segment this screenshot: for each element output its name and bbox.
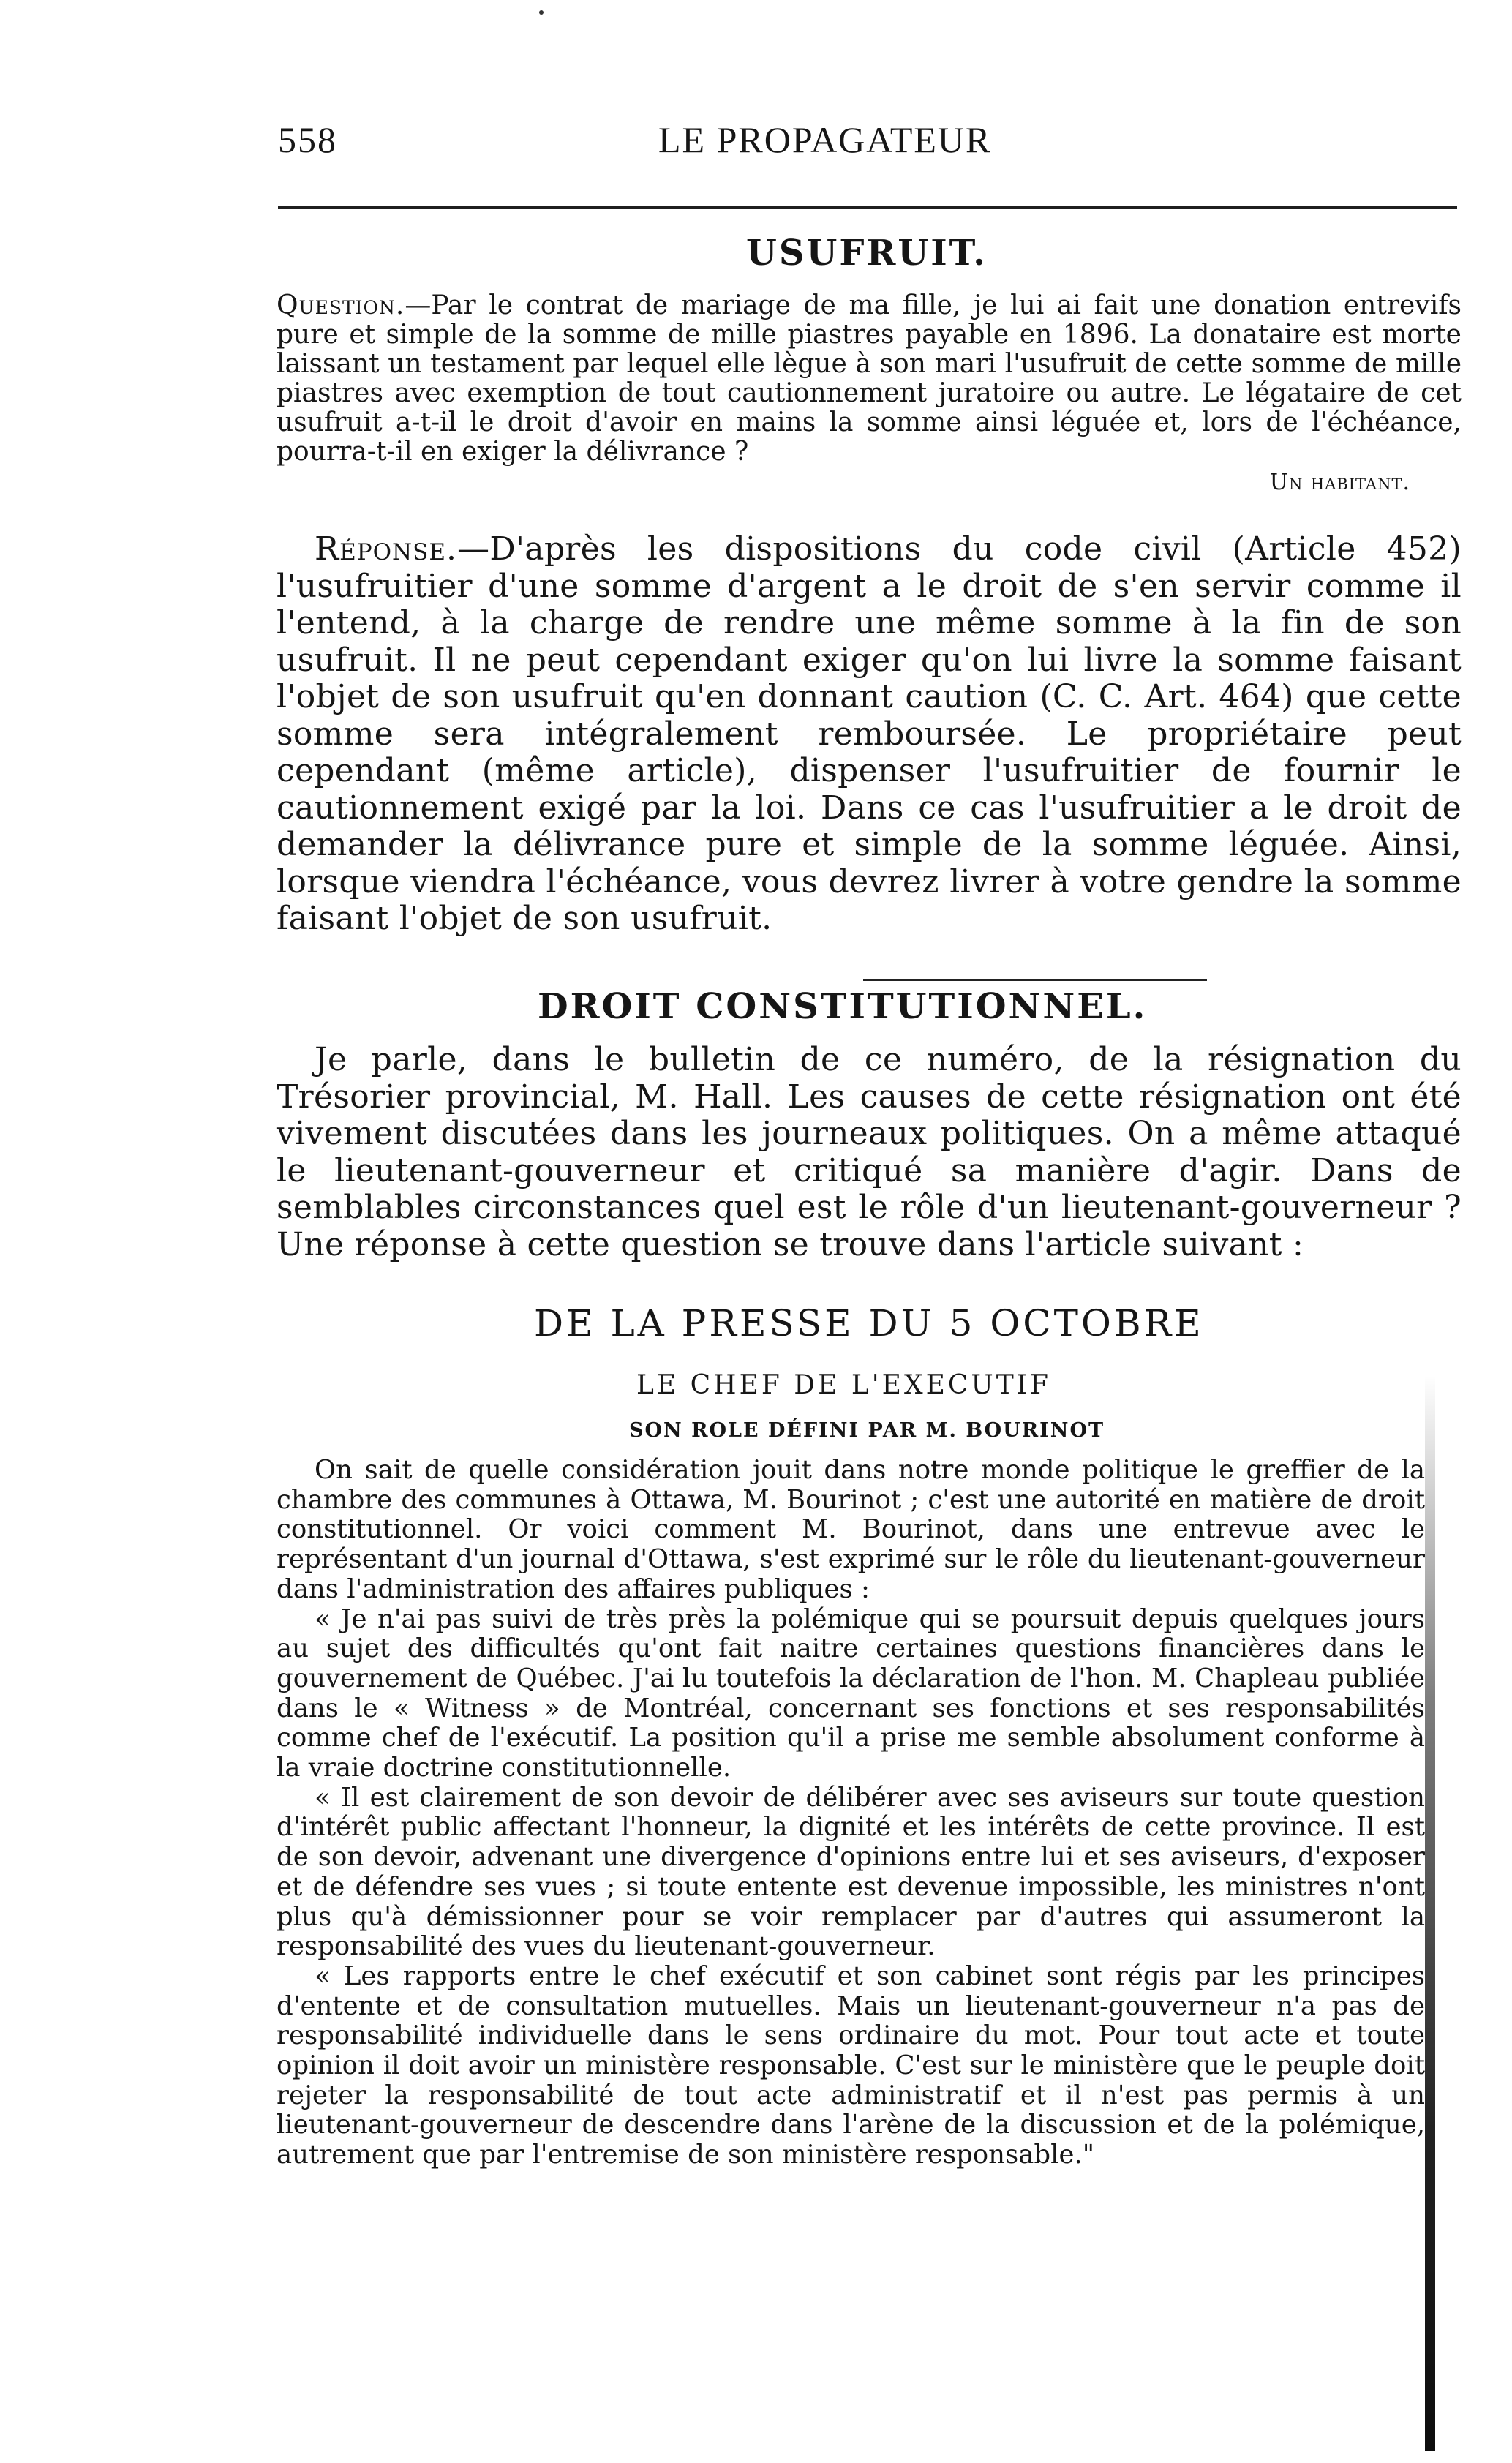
header-rule (278, 206, 1457, 209)
presse-quote-1: « Je n'ai pas suivi de très près la polémique qui se poursuit depuis quelques jours au sujet des difficultés qu'ont fait naitre certaines questions financières dans le gouvernement de Québec. J'ai lu toutefois la déclaration de l'hon. M. Chapleau publiée dans le « Witness » de Montréal, concernant ses fonctions et ses responsabilités comme chef de l'exécutif. La position qu'il a prise me semble absolument conforme à la vraie doctrine constitutionnelle. (277, 1603, 1425, 1783)
running-title: LE PROPAGATEUR (658, 119, 992, 160)
presse-intro: On sait de quelle considération jouit dans notre monde politique le greffier de la chambre des communes à Ottawa, M. Bourinot ; c'est une autorité en matière de droit constitutionnel. Or voici comment M. Bourinot, dans une entrevue avec le représentant d'un journal d'Ottawa, s'est exprimé sur le rôle du lieutenant-gouverneur dans l'administration des affaires publiques : (277, 1455, 1425, 1604)
presse-byline: SON ROLE DÉFINI PAR M. BOURINOT (629, 1419, 1105, 1442)
question-paragraph (277, 291, 1462, 497)
presse-subtitle: LE CHEF DE L'EXECUTIF (636, 1370, 1051, 1400)
question-label: Question. (277, 290, 405, 320)
droit-title: DROIT CONSTITUTIONNEL. (538, 986, 1148, 1027)
binding-shadow (1425, 1375, 1435, 2451)
page-header (278, 119, 1361, 170)
presse-title: DE LA PRESSE DU 5 OCTOBRE (534, 1302, 1204, 1345)
presse-article (277, 1456, 1425, 2170)
print-speck (539, 10, 544, 15)
section-rule (863, 979, 1207, 981)
answer-text: —D'après les dispositions du code civil (Article 452) l'usufruitier d'une somme d'argent a le droit de s'en servir comme il l'entend, à la charge de rendre une même somme à la fin de son usufruit. Il ne peut cependant exiger qu'on lui livre la somme faisant l'objet de son usufruit qu'en donnant caution (C. C. Art. 464) que cette somme sera intégralement remboursée. Le propriétaire peut cependant (même article), dispenser l'usufruitier de fournir le cautionnement exigé par la loi. Dans ce cas l'usufruitier a le droit de demander la délivrance pure et simple de la somme léguée. Ainsi, lorsque viendra l'échéance, vous devrez livrer à votre gendre la somme faisant l'objet de son usufruit. (277, 530, 1462, 937)
question-text: —Par le contrat de mariage de ma fille, je lui ai fait une donation entrevifs pure et simple de la somme de mille piastres payable en 1896. La donataire est morte laissant un testament par lequel elle lègue à son mari l'usufruit de cette somme de mille piastres avec exemption de tout cautionnement juratoire ou autre. Le légataire de cet usufruit a-t-il le droit d'avoir en mains la somme ainsi léguée et, lors de l'échéance, pourra-t-il en exiger la délivrance ? (277, 290, 1462, 467)
question-signature: Un habitant. (1269, 470, 1410, 495)
droit-paragraph (277, 1042, 1462, 1263)
answer-label: Réponse. (315, 530, 458, 568)
presse-quote-2: « Il est clairement de son devoir de délibérer avec ses aviseurs sur toute question d'intérêt public affectant l'honneur, la dignité et les intérêts de cette province. Il est de son devoir, advenant une divergence d'opinions entre lui et ses aviseurs, d'exposer et de défendre ses vues ; si toute entente est devenue impossible, les ministres n'ont plus qu'à démissionner pour se voir remplacer par d'autres qui assumeront la responsabilité des vues du lieutenant-gouverneur. (277, 1782, 1425, 1962)
droit-text: Je parle, dans le bulletin de ce numéro, de la résignation du Trésorier provincial, M. Hall. Les causes de cette résignation ont été vivement discutées dans les journeaux politiques. On a même attaqué le lieutenant-gouverneur et critiqué sa manière d'agir. Dans de semblables circonstances quel est le rôle d'un lieutenant-gouverneur ? Une réponse à cette question se trouve dans l'article suivant : (277, 1041, 1462, 1263)
page-number: 558 (278, 119, 337, 160)
usufruit-title: USUFRUIT. (746, 233, 988, 274)
presse-quote-3: « Les rapports entre le chef exécutif et son cabinet sont régis par les principes d'entente et de consultation mutuelles. Mais un lieutenant-gouverneur n'a pas de responsabilité individuelle dans le sens ordinaire du mot. Pour tout acte et toute opinion il doit avoir un ministère responsable. C'est sur le ministère que le peuple doit rejeter la responsabilité de tout acte administratif et il n'est pas permis à un lieutenant-gouverneur de descendre dans l'arène de la discussion et de la polémique, autrement que par l'entremise de son ministère responsable." (277, 1960, 1425, 2170)
answer-paragraph (277, 531, 1462, 938)
